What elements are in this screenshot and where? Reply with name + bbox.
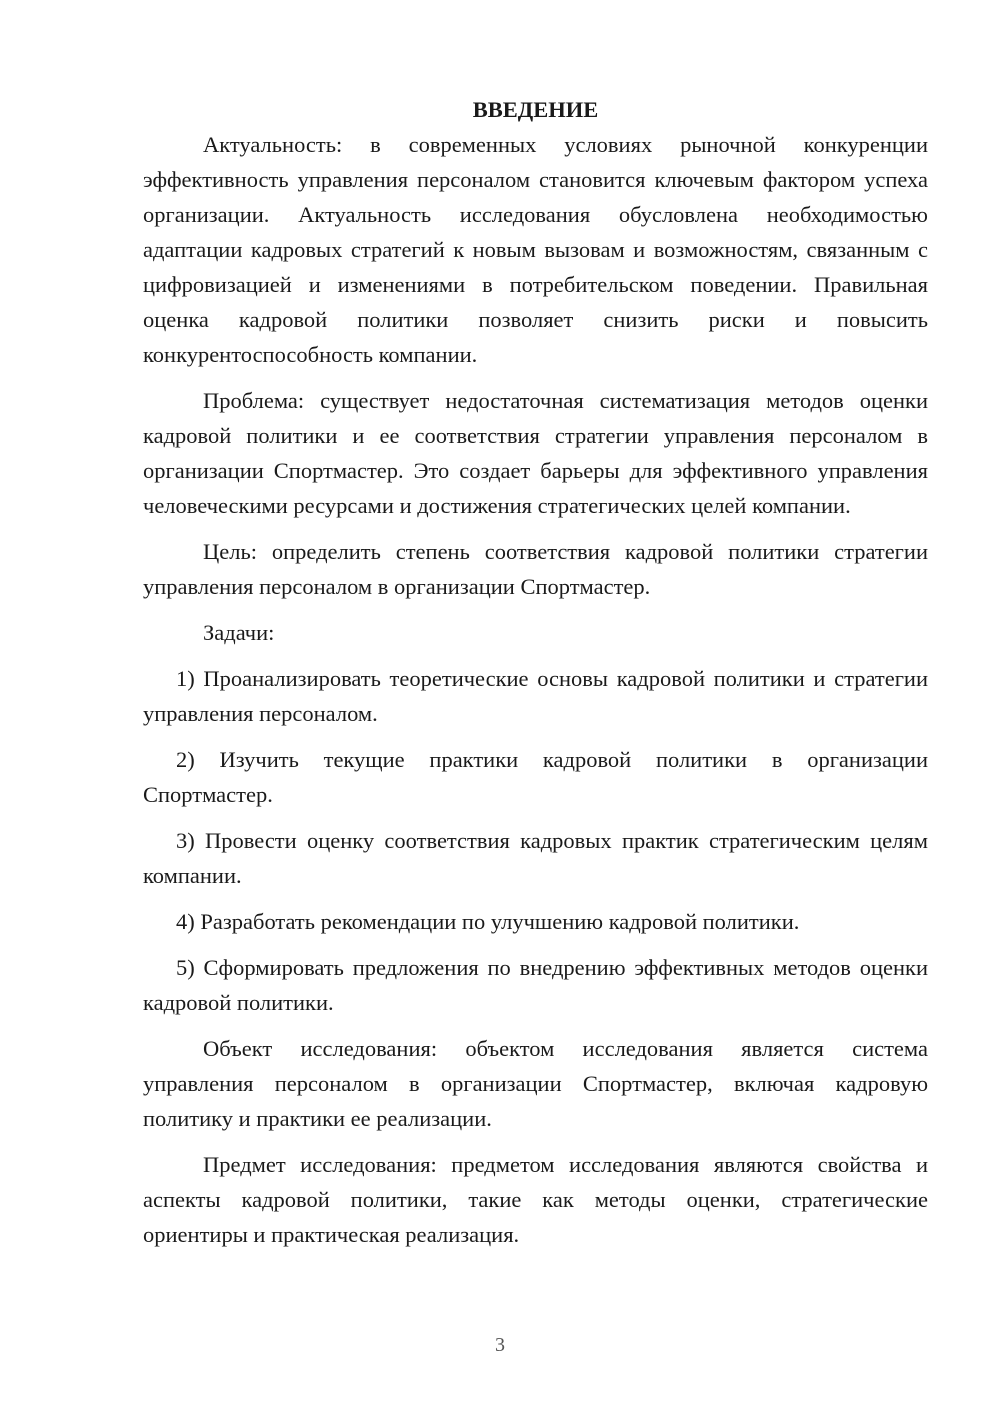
- problem-paragraph: Проблема: существует недостаточная систематизация методов оценки кадровой политики и ее соответствия стратегии управления персоналом в организации Спортмастер. Это создает барьеры для эффективного управления человеческими ресурсами и достижения стратегических целей компании.: [143, 388, 928, 518]
- document-page: [143, 92, 928, 1252]
- page-title: ВВЕДЕНИЕ: [472, 97, 599, 122]
- object-paragraph: Объект исследования: объектом исследования является система управления персоналом в организации Спортмастер, включая кадровую политику и практики ее реализации.: [143, 1036, 928, 1131]
- page-number: 3: [495, 1334, 505, 1356]
- task-item-1: 1) Проанализировать теоретические основы кадровой политики и стратегии управления персоналом.: [143, 666, 928, 726]
- task-item-3: 3) Провести оценку соответствия кадровых практик стратегическим целям компании.: [143, 828, 928, 888]
- task-item-4: 4) Разработать рекомендации по улучшению кадровой политики.: [176, 909, 800, 934]
- task-item-2: 2) Изучить текущие практики кадровой политики в организации Спортмастер.: [143, 747, 928, 807]
- subject-paragraph: Предмет исследования: предметом исследования являются свойства и аспекты кадровой политики, такие как методы оценки, стратегические ориентиры и практическая реализация.: [143, 1152, 928, 1247]
- tasks-label: Задачи:: [203, 620, 275, 645]
- task-item-5: 5) Сформировать предложения по внедрению эффективных методов оценки кадровой политики.: [143, 955, 928, 1015]
- relevance-paragraph: Актуальность: в современных условиях рыночной конкуренции эффективность управления персоналом становится ключевым фактором успеха организации. Актуальность исследования обусловлена необходимостью адаптации кадровых стратегий к новым вызовам и возможностям, связанным с цифровизацией и изменениями в потребительском поведении. Правильная оценка кадровой политики позволяет снизить риски и повысить конкурентоспособность компании.: [143, 132, 928, 367]
- goal-paragraph: Цель: определить степень соответствия кадровой политики стратегии управления персоналом в организации Спортмастер.: [143, 539, 928, 599]
